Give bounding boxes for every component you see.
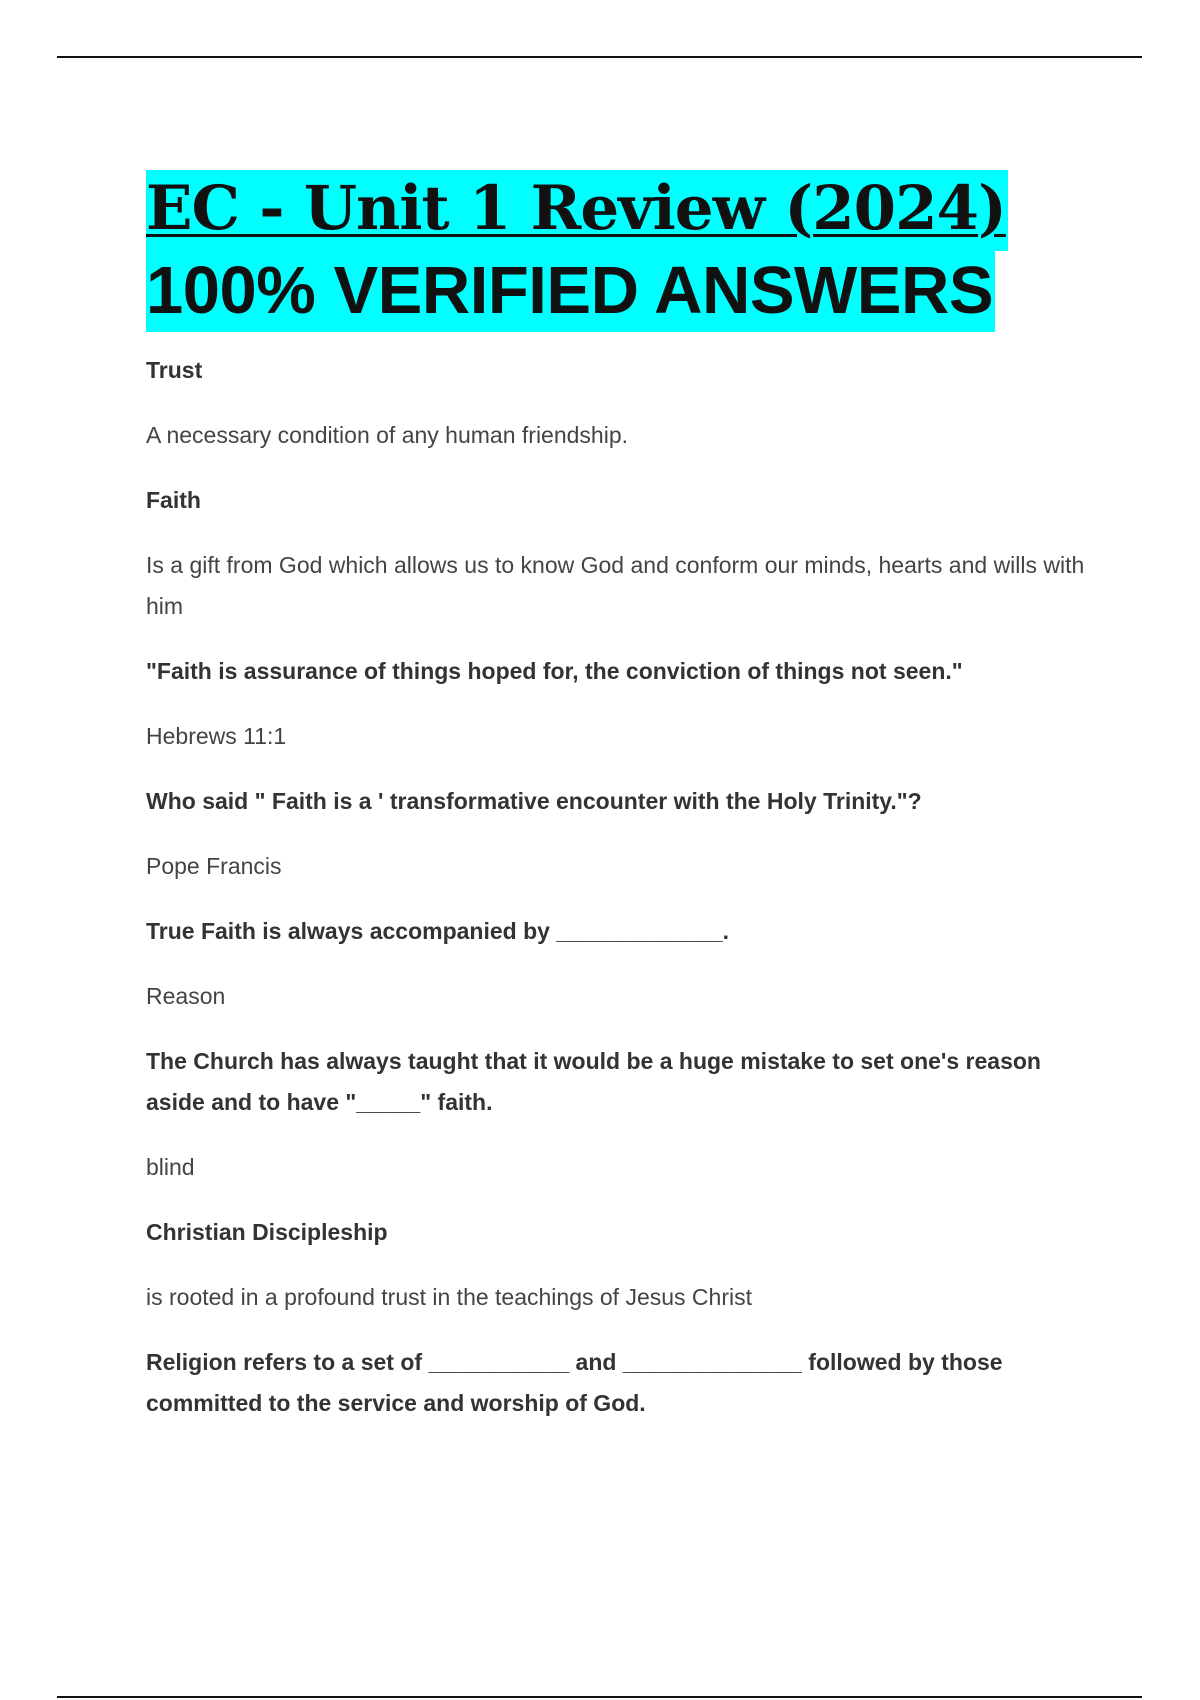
- flashcard-term: Religion refers to a set of ___________ and ______________ followed by those committed to the service and worship of God.: [146, 1349, 1003, 1416]
- flashcard-term: Faith: [146, 487, 201, 513]
- document-title: [146, 170, 1096, 332]
- title-line-1: EC - Unit 1 Review (2024): [146, 170, 1008, 251]
- flashcard: [146, 1041, 1096, 1188]
- flashcard-list: [146, 350, 1096, 1424]
- flashcard-definition: Hebrews 11:1: [146, 723, 287, 749]
- flashcard-term: True Faith is always accompanied by _____________.: [146, 918, 729, 944]
- flashcard: [146, 1212, 1096, 1318]
- flashcard: [146, 480, 1096, 627]
- flashcard-definition: is rooted in a profound trust in the teachings of Jesus Christ: [146, 1284, 752, 1310]
- flashcard: [146, 1342, 1096, 1424]
- flashcard-term: "Faith is assurance of things hoped for, the conviction of things not seen.": [146, 658, 963, 684]
- flashcard-definition: Pope Francis: [146, 853, 282, 879]
- flashcard: [146, 911, 1096, 1017]
- flashcard-term: Who said " Faith is a ' transformative encounter with the Holy Trinity."?: [146, 788, 922, 814]
- flashcard: [146, 350, 1096, 456]
- flashcard-definition: Is a gift from God which allows us to know God and conform our minds, hearts and wills with him: [146, 552, 1085, 619]
- bottom-rule: [57, 1696, 1142, 1698]
- flashcard-term: The Church has always taught that it would be a huge mistake to set one's reason aside and to have "_____" faith.: [146, 1048, 1041, 1115]
- top-rule: [57, 56, 1142, 58]
- flashcard-term: Christian Discipleship: [146, 1219, 388, 1245]
- document-body: [146, 170, 1096, 1448]
- flashcard-definition: Reason: [146, 983, 226, 1009]
- flashcard-definition: A necessary condition of any human friendship.: [146, 422, 629, 448]
- flashcard-definition: blind: [146, 1154, 195, 1180]
- flashcard-term: Trust: [146, 357, 203, 383]
- flashcard: [146, 781, 1096, 887]
- title-line-2: 100% VERIFIED ANSWERS: [146, 251, 995, 332]
- flashcard: [146, 651, 1096, 757]
